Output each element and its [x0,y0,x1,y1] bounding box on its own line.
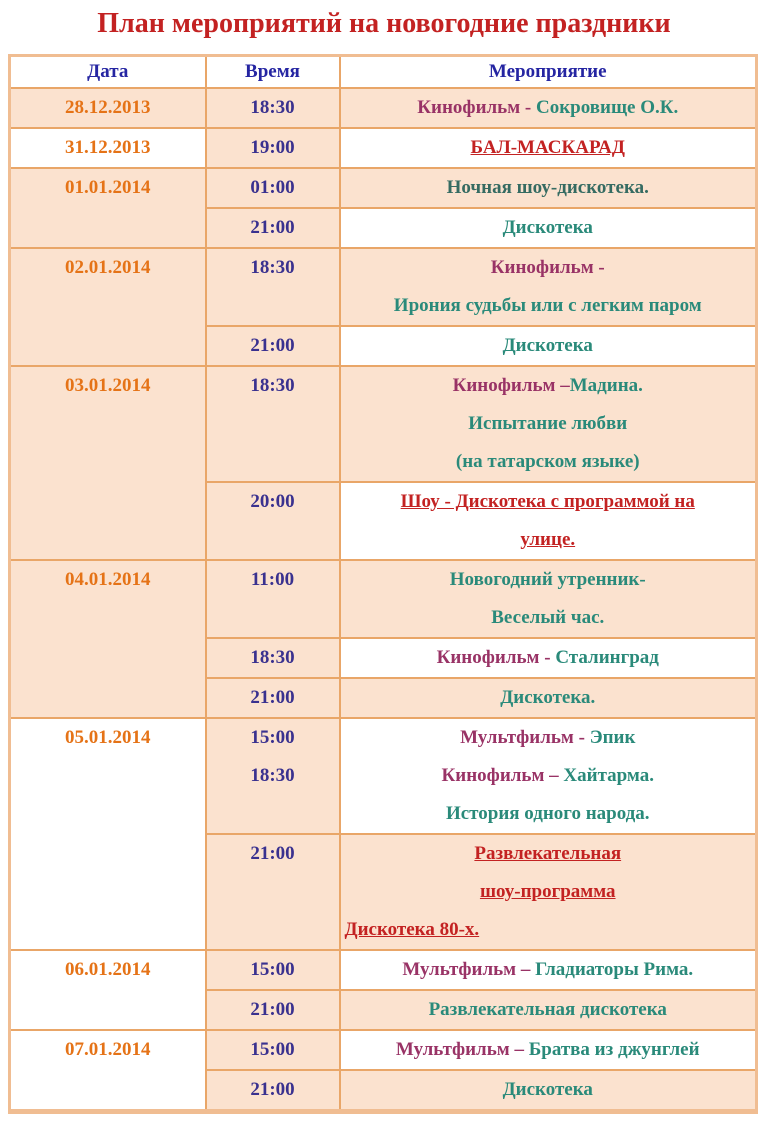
event-text: Кинофильм – [441,765,564,786]
time-cell [206,834,340,950]
event-line [341,599,756,637]
date-cell [10,950,206,1030]
table-body [10,88,757,1112]
event-text: (на татарском языке) [455,451,640,472]
event-text: История одного народа. [445,803,650,824]
event-text: Шоу - Дискотека с программой на [400,491,695,512]
date-text: 01.01.2014 [65,177,151,198]
event-line [341,679,756,717]
date-cell [10,248,206,366]
date-text: 06.01.2014 [65,959,151,980]
time-cell [206,248,340,326]
time-text: 18:30 [250,97,295,118]
date-cell [10,128,206,168]
time-text: 15:00 [250,1039,295,1060]
date-text: 02.01.2014 [65,257,151,278]
event-text: Мадина. [569,375,643,396]
date-cell [10,1030,206,1112]
column-header: Мероприятие [340,56,757,89]
event-text: Кинофильм - [490,257,605,278]
event-text: Дискотека [502,217,593,238]
table-row [10,128,757,168]
event-text: Дискотека [502,1079,593,1100]
time-cell [206,208,340,248]
time-text: 21:00 [250,1079,295,1100]
time-text: 20:00 [250,491,295,512]
time-text: 21:00 [250,335,295,356]
event-line [341,209,756,247]
event-text: Дискотека. [500,687,596,708]
date-text: 03.01.2014 [65,375,151,396]
event-line [341,327,756,365]
event-text: БАЛ-МАСКАРАД [470,137,625,158]
event-text: Братва из джунглей [528,1039,700,1060]
time-text: 15:00 [250,727,295,748]
time-cell [206,1070,340,1112]
event-text: Развлекательная [474,843,622,864]
event-text: Ночная шоу-дискотека. [446,177,649,198]
event-line [341,757,756,795]
time-cell [206,482,340,560]
time-text: 21:00 [250,843,295,864]
event-line [341,873,756,911]
table-row [10,560,757,638]
time-text: 21:00 [250,217,295,238]
event-cell [340,88,757,128]
table-row [10,88,757,128]
date-text: 07.01.2014 [65,1039,151,1060]
table-row [10,168,757,208]
date-cell [10,718,206,950]
time-text: 21:00 [250,999,295,1020]
time-cell [206,638,340,678]
column-header: Дата [10,56,206,89]
event-text: Ирония судьбы или с легким паром [393,295,702,316]
time-cell [206,168,340,208]
event-cell [340,1030,757,1070]
time-cell [206,560,340,638]
date-cell [10,168,206,248]
event-line [341,287,756,325]
event-text: Дискотека [502,335,593,356]
event-line [341,719,756,757]
event-cell [340,208,757,248]
event-cell [340,482,757,560]
event-text: улице. [520,529,576,550]
event-line [341,521,756,559]
time-cell [206,366,340,482]
event-line [341,911,756,949]
event-cell [340,990,757,1030]
date-text: 05.01.2014 [65,727,151,748]
events-table [8,54,758,1114]
event-text: Развлекательная дискотека [428,999,667,1020]
table-row [10,950,757,990]
event-line [341,169,756,207]
time-cell [206,128,340,168]
date-cell [10,560,206,718]
event-line [341,1031,756,1069]
event-cell [340,834,757,950]
event-text: Хайтарма. [563,765,654,786]
event-line [341,951,756,989]
table-header-row [10,56,757,89]
event-line [341,561,756,599]
page-title: План мероприятий на новогодние праздники [97,8,671,39]
time-cell [206,950,340,990]
date-cell [10,366,206,560]
time-cell [206,326,340,366]
event-text: Сокровище О.К. [536,97,679,118]
time-text: 18:30 [250,647,295,668]
date-text: 28.12.2013 [65,97,151,118]
event-text: Дискотека 80-х. [344,919,480,940]
event-text: Гладиаторы Рима. [535,959,694,980]
event-text: шоу-программа [479,881,616,902]
time-cell [206,718,340,834]
event-cell [340,638,757,678]
event-cell [340,128,757,168]
event-cell [340,950,757,990]
table-row [10,718,757,834]
time-cell [206,990,340,1030]
event-cell [340,326,757,366]
event-line [341,991,756,1029]
event-text: Новогодний утренник- [449,569,646,590]
event-text: Мультфильм – [402,959,536,980]
event-text: Сталинград [555,647,659,668]
event-text: Мультфильм - [460,727,590,748]
event-line [341,367,756,405]
event-cell [340,248,757,326]
event-line [341,89,756,127]
event-cell [340,718,757,834]
event-text: Веселый час. [491,607,605,628]
event-line [341,405,756,443]
event-line [341,129,756,167]
time-cell [206,1030,340,1070]
event-cell [340,168,757,208]
event-text: Эпик [589,727,636,748]
time-text: 18:30 [250,257,295,278]
event-text: Кинофильм - [417,97,536,118]
date-text: 31.12.2013 [65,137,151,158]
event-line [341,835,756,873]
time-text: 19:00 [250,137,295,158]
time-text: 11:00 [250,569,295,590]
event-line [341,443,756,481]
event-line [341,249,756,287]
time-cell [206,678,340,718]
column-header: Время [206,56,340,89]
event-line [341,795,756,833]
event-cell [340,678,757,718]
event-line [341,1071,756,1109]
table-row [10,1030,757,1070]
event-text: Мультфильм – [395,1039,529,1060]
event-cell [340,1070,757,1112]
date-cell [10,88,206,128]
table-row [10,248,757,326]
event-line [341,639,756,677]
event-cell [340,560,757,638]
date-text: 04.01.2014 [65,569,151,590]
event-text: Кинофильм – [452,375,570,396]
time-text: 21:00 [250,687,295,708]
time-cell [206,88,340,128]
time-text: 15:00 [250,959,295,980]
event-cell [340,366,757,482]
event-text: Кинофильм - [436,647,556,668]
time-text: 18:30 [250,765,295,786]
time-text: 18:30 [250,375,295,396]
event-text: Испытание любви [468,413,628,434]
time-text: 01:00 [250,177,295,198]
table-row [10,366,757,482]
event-line [341,483,756,521]
